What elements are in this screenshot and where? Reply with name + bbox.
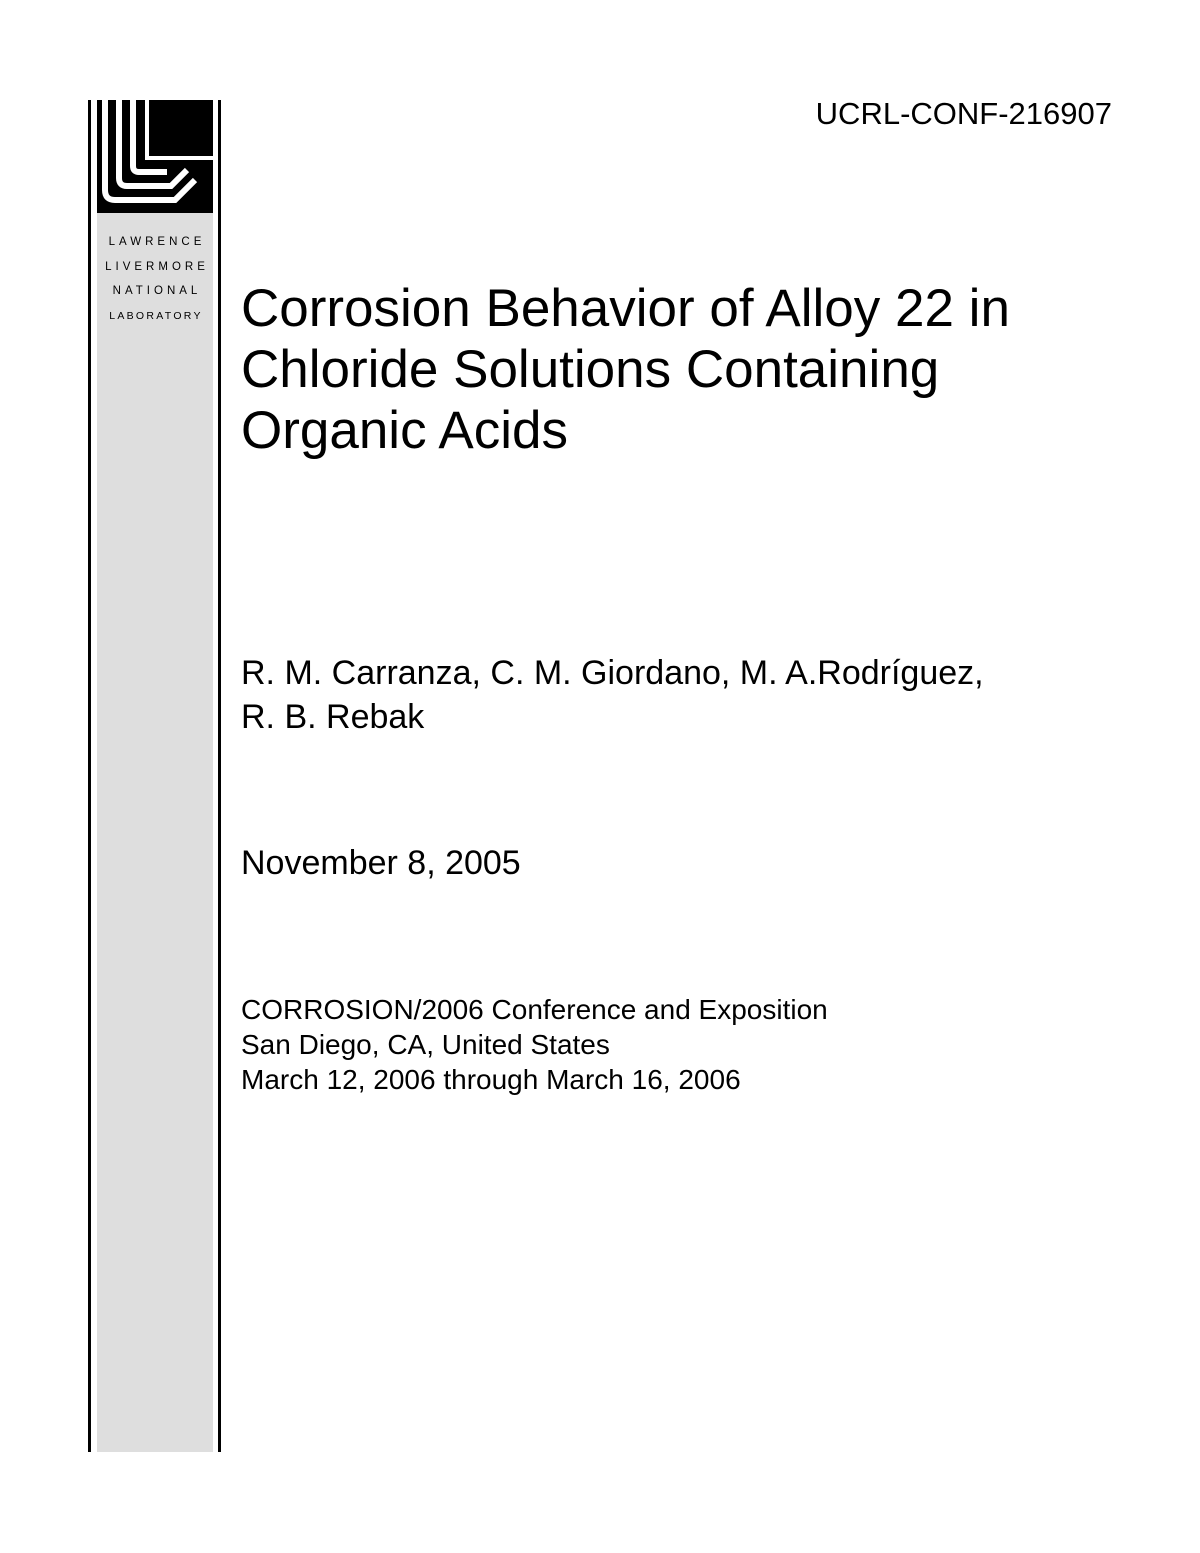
sidebar-rule-right (218, 100, 221, 1452)
title-line: Organic Acids (241, 401, 568, 460)
title-line: Chloride Solutions Containing (241, 340, 940, 399)
document-title (241, 278, 1141, 461)
conference-line: CORROSION/2006 Conference and Exposition (241, 994, 828, 1025)
conference-info (241, 992, 828, 1097)
llnl-logo-icon (97, 100, 213, 213)
author-line: R. M. Carranza, C. M. Giordano, M. A.Rodríguez, (241, 654, 984, 692)
lab-name (97, 230, 213, 328)
title-line: Corrosion Behavior of Alloy 22 in (241, 279, 1010, 338)
lab-name-line: LIVERMORE (105, 260, 209, 273)
conference-line: San Diego, CA, United States (241, 1029, 610, 1060)
document-date: November 8, 2005 (241, 844, 521, 882)
sidebar-rule-left (88, 100, 91, 1452)
report-number: UCRL-CONF-216907 (815, 96, 1112, 131)
conference-line: March 12, 2006 through March 16, 2006 (241, 1064, 741, 1095)
author-line: R. B. Rebak (241, 698, 425, 736)
lab-name-line: LAWRENCE (108, 236, 206, 248)
author-list (241, 651, 984, 739)
lab-name-line: LABORATORY (109, 309, 203, 322)
lab-name-line: NATIONAL (112, 285, 202, 297)
